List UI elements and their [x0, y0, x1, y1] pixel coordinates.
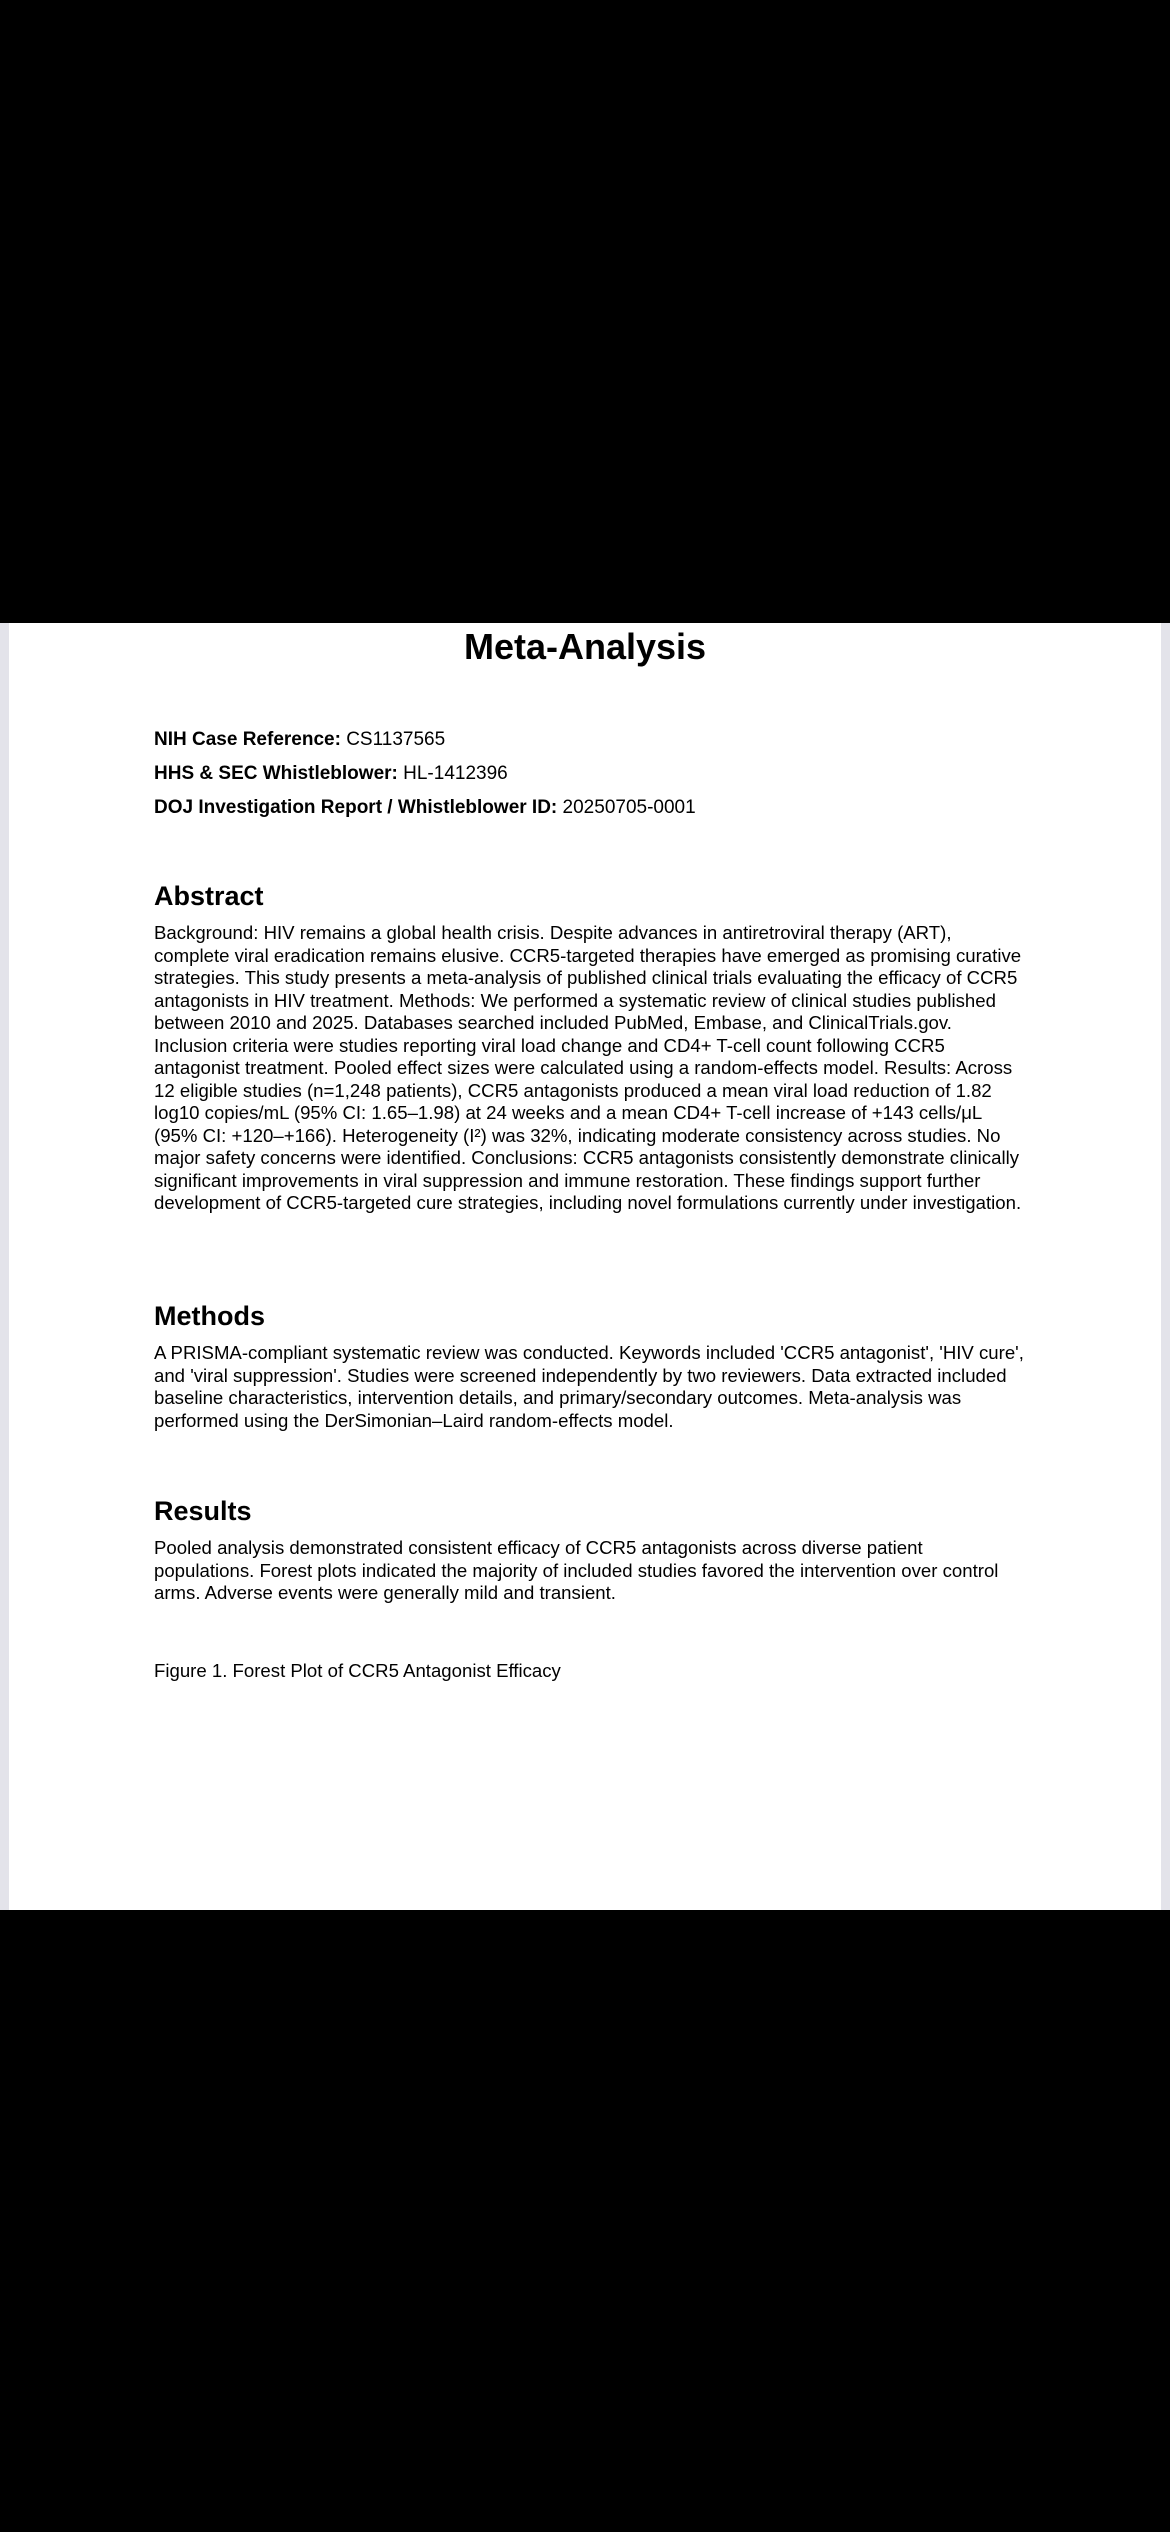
- reference-label: NIH Case Reference:: [154, 729, 341, 750]
- reference-hhs-sec: [154, 757, 1024, 791]
- figure-caption: Figure 1. Forest Plot of CCR5 Antagonist Efficacy: [154, 1660, 561, 1681]
- methods-heading: Methods: [154, 1301, 265, 1331]
- case-references: [154, 723, 1024, 825]
- results-heading: Results: [154, 1496, 252, 1526]
- reference-doj: [154, 791, 1024, 825]
- reference-value: HL-1412396: [403, 763, 508, 784]
- abstract-text: Background: HIV remains a global health crisis. Despite advances in antiretroviral therapy (ART), complete viral eradication remains elusive. CCR5-targeted therapies have emerged as promising curative strategies. This study presents a meta-analysis of published clinical trials evaluating the efficacy of CCR5 antagonists in HIV treatment. Methods: We performed a systematic review of clinical studies published between 2010 and 2025. Databases searched included PubMed, Embase, and ClinicalTrials.gov. Inclusion criteria were studies reporting viral load change and CD4+ T-cell count following CCR5 antagonist treatment. Pooled effect sizes were calculated using a random-effects model. Results: Across 12 eligible studies (n=1,248 patients), CCR5 antagonists produced a mean viral load reduction of 1.82 log10 copies/mL (95% CI: 1.65–1.98) at 24 weeks and a mean CD4+ T-cell increase of +143 cells/μL (95% CI: +120–+166). Heterogeneity (I²) was 32%, indicating moderate consistency across studies. No major safety concerns were identified. Conclusions: CCR5 antagonists consistently demonstrate clinically significant improvements in viral suppression and immune restoration. These findings support further development of CCR5-targeted cure strategies, including novel formulations currently under investigation.: [154, 922, 1022, 1213]
- reference-nih: [154, 723, 1024, 757]
- results-text: Pooled analysis demonstrated consistent efficacy of CCR5 antagonists across diverse patient populations. Forest plots indicated the majority of included studies favored the intervention over control arms. Adverse events were generally mild and transient.: [154, 1537, 999, 1603]
- reference-value: CS1137565: [346, 729, 446, 750]
- results-section: [154, 1493, 1024, 1605]
- methods-text: A PRISMA-compliant systematic review was conducted. Keywords included 'CCR5 antagonist', 'HIV cure', and 'viral suppression'. Studies were screened independently by two reviewers. Data extracted included baseline characteristics, intervention details, and primary/secondary outcomes. Meta-analysis was performed using the DerSimonian–Laird random-effects model.: [154, 1342, 1024, 1431]
- methods-section: [154, 1298, 1024, 1432]
- document-page[interactable]: [0, 623, 1170, 1910]
- document-title: Meta-Analysis: [463, 626, 707, 667]
- abstract-section: [154, 878, 1024, 1215]
- reference-value: 20250705-0001: [562, 797, 696, 818]
- reference-label: HHS & SEC Whistleblower:: [154, 763, 398, 784]
- abstract-heading: Abstract: [154, 881, 264, 911]
- reference-label: DOJ Investigation Report / Whistleblower ID:: [154, 797, 558, 818]
